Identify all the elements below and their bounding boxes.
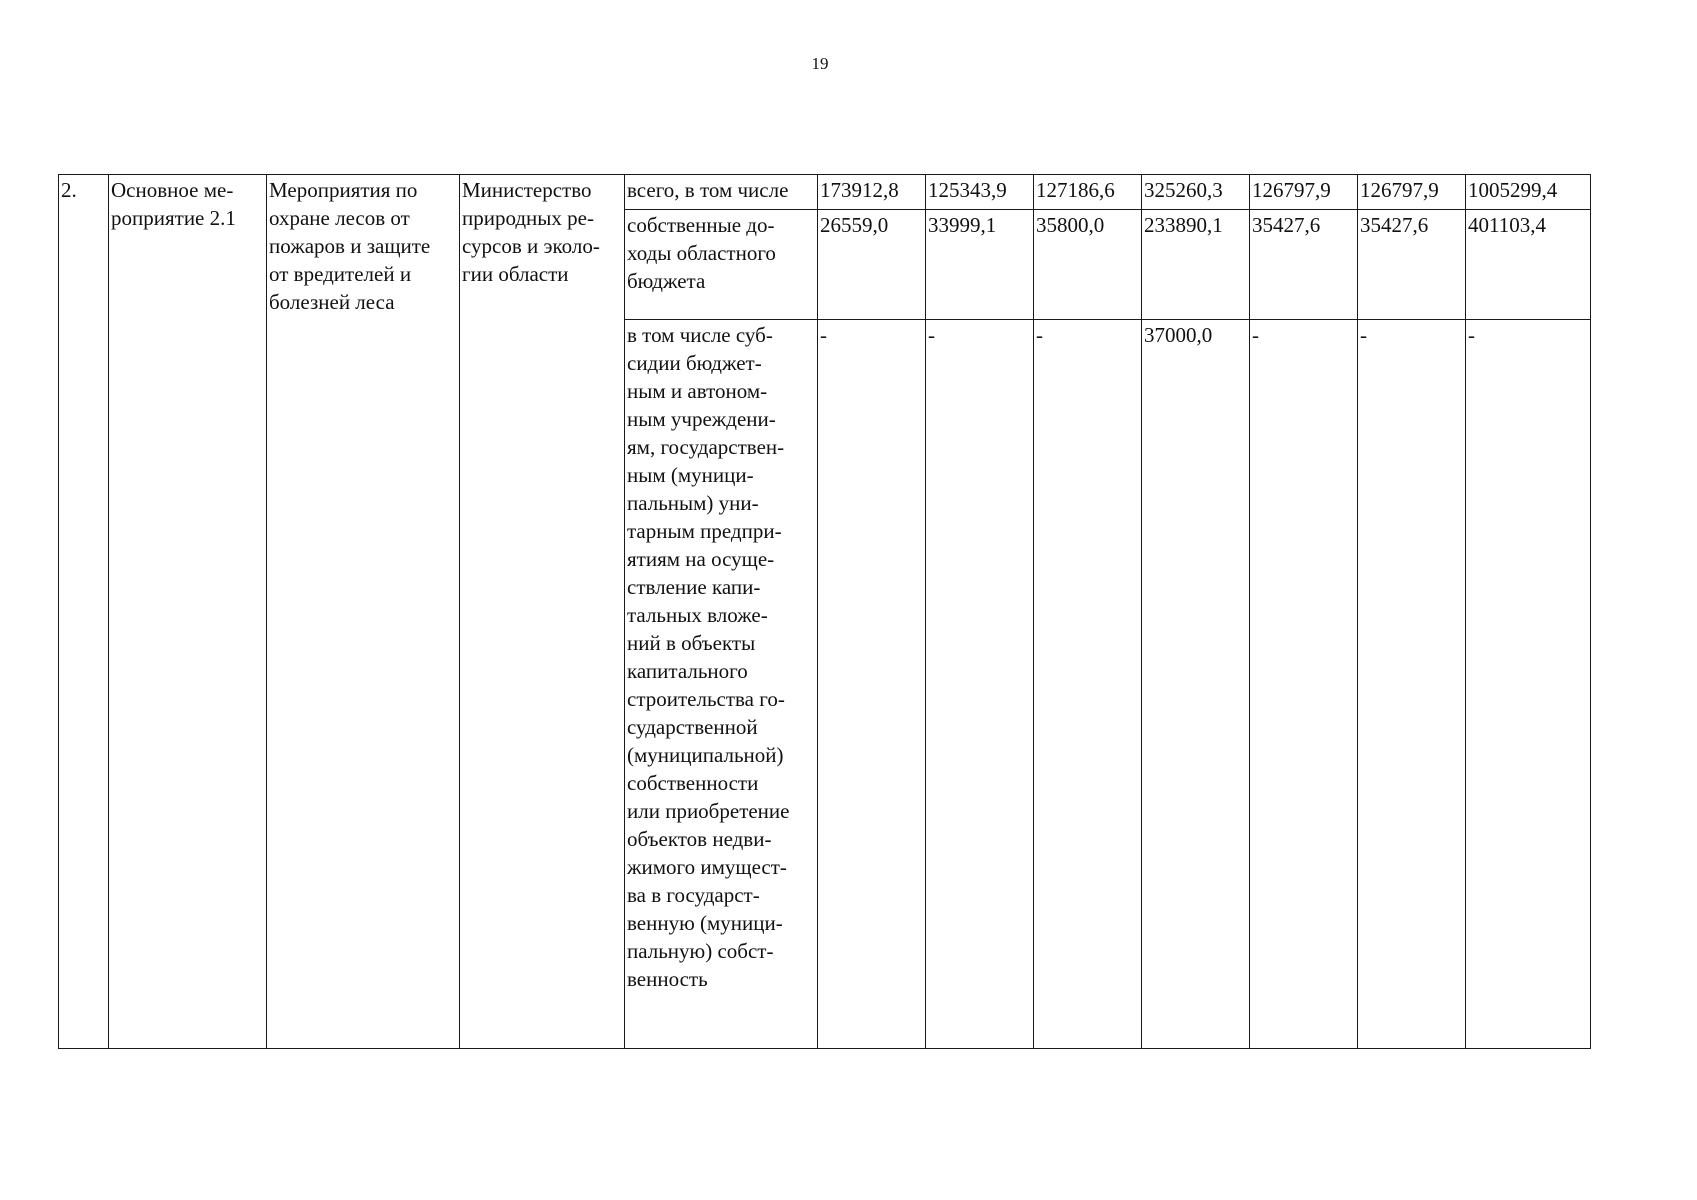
value-cell: 126797,9	[1358, 175, 1466, 210]
row-number-cell	[59, 175, 109, 1049]
value-cell: 126797,9	[1250, 175, 1358, 210]
value-cell: 173912,8	[818, 175, 926, 210]
funding-source-cell	[625, 320, 818, 1049]
value-cell: 233890,1	[1142, 210, 1250, 320]
event-name-cell	[109, 175, 267, 1049]
event-name: Основное ме- роприятие 2.1	[111, 178, 236, 230]
funding-source: в том числе суб- сидии бюджет- ным и автоном- ным учреждени- ям, государствен- ным (муници- пальным) уни- тарным предпри- ятиям на осуще- ствление капи- тальных вложе- ний в объекты капитального строительства го- сударственной (муниципальной) собственности или приобретение объектов недви- жимого имущест- ва в государст- венную (муници- пальную) собст- венность	[627, 323, 790, 991]
value-cell: 35427,6	[1358, 210, 1466, 320]
value-cell: -	[818, 320, 926, 1049]
budget-table	[58, 174, 1591, 1049]
value-cell: 35427,6	[1250, 210, 1358, 320]
executor-cell	[460, 175, 625, 1049]
value-cell: 35800,0	[1034, 210, 1142, 320]
value-cell: -	[926, 320, 1034, 1049]
value-cell: -	[1250, 320, 1358, 1049]
page-number: 19	[811, 54, 829, 73]
value-cell: 37000,0	[1142, 320, 1250, 1049]
value-cell: -	[1358, 320, 1466, 1049]
funding-source-cell	[625, 210, 818, 320]
table-row-total	[59, 175, 1591, 210]
funding-source: собственные до- ходы областного бюджета	[627, 213, 776, 293]
value-cell: 33999,1	[926, 210, 1034, 320]
value-cell: -	[1034, 320, 1142, 1049]
value-cell: 127186,6	[1034, 175, 1142, 210]
value-cell-total: 1005299,4	[1466, 175, 1591, 210]
value-cell: 125343,9	[926, 175, 1034, 210]
event-description: Мероприятия по охране лесов от пожаров и защите от вредителей и болезней леса	[269, 178, 431, 314]
value-cell: 26559,0	[818, 210, 926, 320]
funding-source-cell	[625, 175, 818, 210]
value-cell-total: 401103,4	[1466, 210, 1591, 320]
value-cell: 325260,3	[1142, 175, 1250, 210]
row-number: 2.	[61, 178, 77, 202]
executor: Министерство природных ре- сурсов и эколо- гии области	[462, 178, 600, 286]
funding-source: всего, в том числе	[627, 178, 789, 202]
value-cell-total: -	[1466, 320, 1591, 1049]
event-description-cell	[267, 175, 460, 1049]
